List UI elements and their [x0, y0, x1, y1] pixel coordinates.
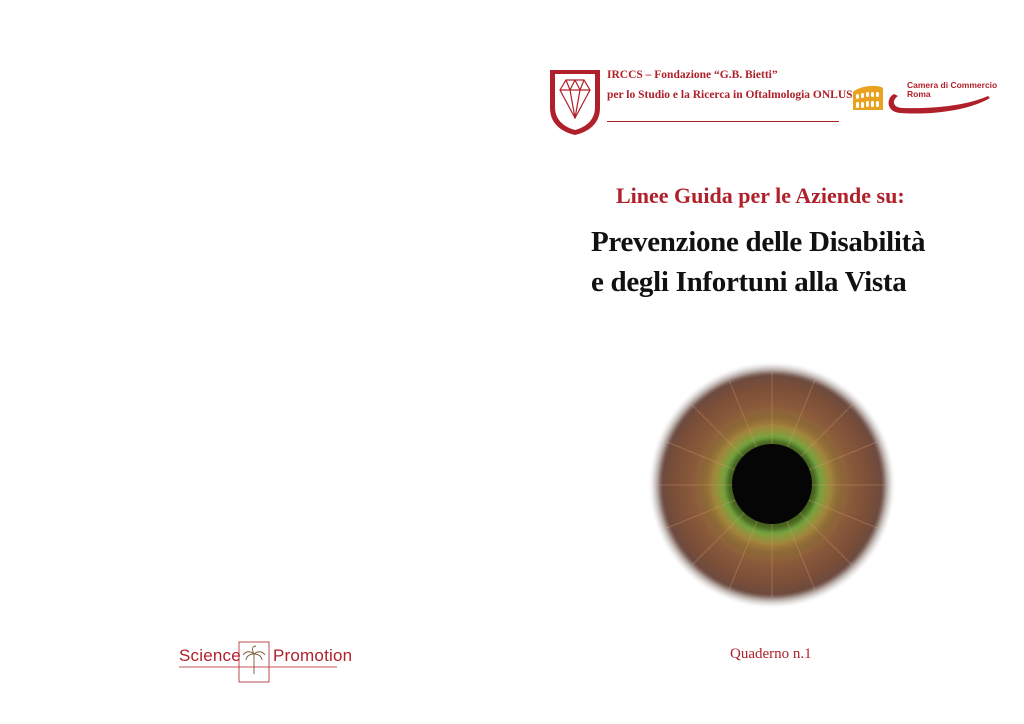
publisher-word-promotion: Promotion [273, 646, 353, 665]
org-divider [607, 121, 839, 122]
cover-subtitle: Linee Guida per le Aziende su: [616, 183, 905, 208]
irccs-diamond-shield-logo [548, 68, 602, 136]
colosseum-icon [851, 80, 885, 112]
cover-title-line1: Prevenzione delle Disabilità [591, 226, 926, 258]
cover-title-line2: e degli Infortuni alla Vista [591, 266, 907, 298]
partner-name-line1: Camera di Commercio [907, 80, 998, 90]
partner-name-line2: Roma [907, 89, 931, 99]
series-label: Quaderno n.1 [730, 646, 812, 662]
org-tagline: per lo Studio e la Ricerca in Oftalmologia ONLUS [607, 89, 853, 101]
partner-name [907, 81, 997, 99]
palm-tree-icon [243, 646, 265, 674]
iris-illustration [645, 360, 899, 610]
publisher-word-science: Science [179, 646, 241, 665]
org-name: IRCCS – Fondazione “G.B. Bietti” [607, 69, 778, 81]
